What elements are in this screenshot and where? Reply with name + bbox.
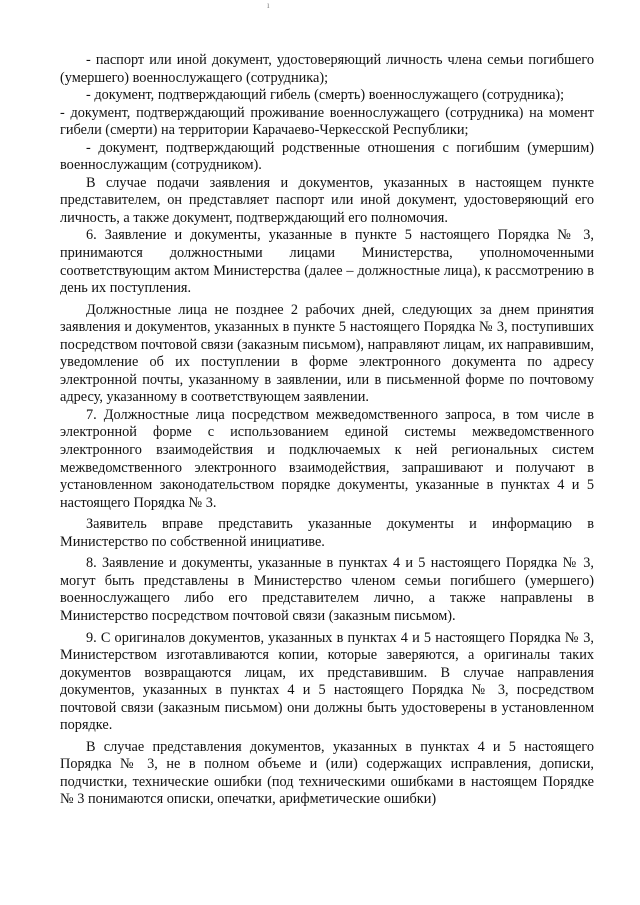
- list-item-residence-document: - документ, подтверждающий проживание военнослужащего (сотрудника) на момент гибели (смерти) на территории Карачаево-Черкесской Республики;: [60, 104, 594, 139]
- list-item-passport: - паспорт или иной документ, удостоверяющий личность члена семьи погибшего (умершего) военнослужащего (сотрудника);: [60, 52, 594, 86]
- list-item-death-document: - документ, подтверждающий гибель (смерть) военнослужащего (сотрудника);: [86, 87, 565, 104]
- paragraph-incomplete-documents: В случае представления документов, указанных в пунктах 4 и 5 настоящего Порядка № 3, не в полном объеме и (или) содержащих исправления, дописки, подчистки, технические ошибки (под техническими ошибками в настоящем Порядке № 3 понимаются описки, опечатки, арифметические ошибки): [60, 738, 594, 808]
- paragraph-item-6: 6. Заявление и документы, указанные в пункте 5 настоящего Порядка № 3, принимаются должностными лицами Министерства, уполномоченными соответствующим актом Министерства (далее – должностные лица), к рассмотрению в день их поступления.: [60, 227, 594, 297]
- list-item-kinship-document: - документ, подтверждающий родственные отношения с погибшим (умершим) военнослужащим (сотрудником).: [60, 139, 594, 174]
- paragraph-item-8: 8. Заявление и документы, указанные в пунктах 4 и 5 настоящего Порядка № 3, могут быть представлены в Министерство членом семьи погибшего (умершего) военнослужащего либо его представителем лично, а также направлены в Министерство посредством почтовой связи (заказным письмом).: [60, 555, 594, 624]
- paragraph-notification: Должностные лица не позднее 2 рабочих дней, следующих за днем принятия заявления и документов, указанных в пункте 5 настоящего Порядка № 3, поступивших посредством почтовой связи (заказным письмом), направляют лицам, их направившим, уведомление об их поступлении в форме электронного документа по адресу электронной почты, указанному в заявлении, или в письменной форме по почтовому адресу, указанному в соответствующем заявлении.: [60, 301, 594, 406]
- scan-speck: ı: [267, 0, 270, 10]
- document-body: [60, 52, 594, 809]
- paragraph-representative: В случае подачи заявления и документов, указанных в настоящем пункте представителем, он представляет паспорт или иной документ, удостоверяющий его личность, а также документ, подтверждающий его полномочия.: [60, 174, 594, 226]
- paragraph-item-7: 7. Должностные лица посредством межведомственного запроса, в том числе в электронной форме с использованием единой системы межведомственного электронного взаимодействия и подключаемых к ней региональных систем межведомственного электронного взаимодействия, запрашивают и получают в установленном законодательством порядке документы, указанные в пунктах 4 и 5 настоящего Порядка № 3.: [60, 406, 594, 511]
- paragraph-item-9: 9. С оригиналов документов, указанных в пунктах 4 и 5 настоящего Порядка № 3, Министерством изготавливаются копии, которые заверяются, а оригиналы таких документов возвращаются лицам, их представившим. В случае направления документов, указанных в пунктах 4 и 5 настоящего Порядка № 3, посредством почтовой связи (заказным письмом) они должны быть удостоверены в установленном порядке.: [60, 629, 594, 734]
- paragraph-own-initiative: Заявитель вправе представить указанные документы и информацию в Министерство по собственной инициативе.: [60, 516, 594, 550]
